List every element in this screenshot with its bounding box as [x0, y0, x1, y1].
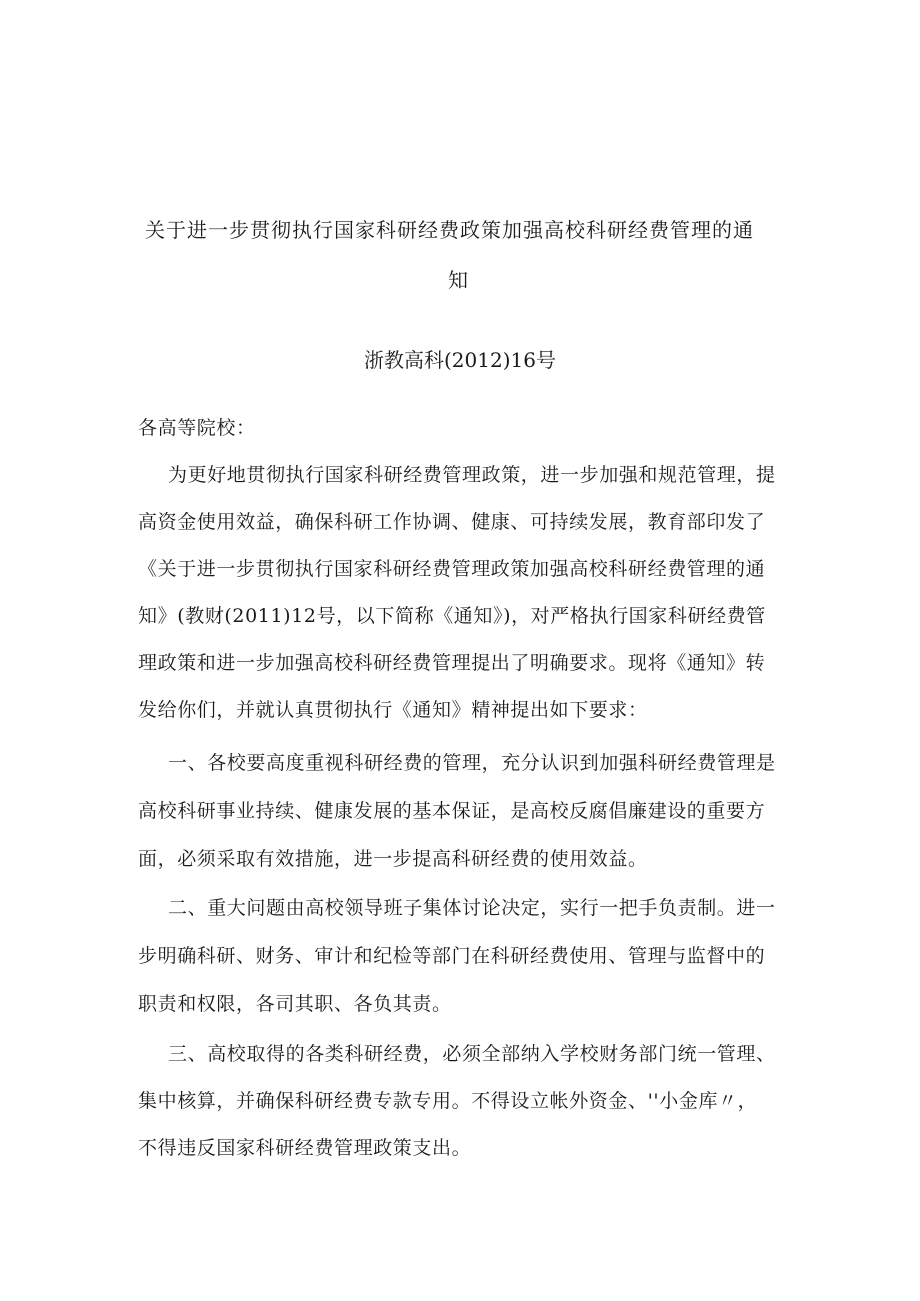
item2-line: 职责和权限，各司其职、各负其责。: [138, 993, 452, 1015]
document-number: 浙教高科(2012)16号: [364, 348, 556, 372]
intro-line: 高资金使用效益，确保科研工作协调、健康、可持续发展，教育部印发了: [138, 511, 766, 533]
intro-line: 理政策和进一步加强高校科研经费管理提出了明确要求。现将《通知》转: [138, 652, 766, 674]
intro-line: 发给你们，并就认真贯彻执行《通知》精神提出如下要求：: [138, 699, 648, 721]
intro-line: 《关于进一步贯彻执行国家科研经费管理政策加强高校科研经费管理的通: [138, 558, 766, 580]
intro-line: 知》(教财(2011)12号，以下简称《通知》)，对严格执行国家科研经费管: [138, 605, 766, 627]
item1-line: 面，必须采取有效措施，进一步提高科研经费的使用效益。: [138, 848, 648, 870]
title-line-2: 知: [448, 268, 469, 292]
intro-line: 为更好地贯彻执行国家科研经费管理政策，进一步加强和规范管理，提: [168, 464, 776, 486]
item2-line: 步明确科研、财务、审计和纪检等部门在科研经费使用、管理与监督中的: [138, 945, 766, 967]
item3-line: 不得违反国家科研经费管理政策支出。: [138, 1137, 472, 1159]
item1-line: 一、各校要高度重视科研经费的管理，充分认识到加强科研经费管理是: [168, 752, 776, 774]
title-line-1: 关于进一步贯彻执行国家科研经费政策加强高校科研经费管理的通: [145, 218, 754, 242]
item2-line: 二、重大问题由高校领导班子集体讨论决定，实行一把手负责制。进一: [168, 897, 776, 919]
salutation: 各高等院校：: [138, 417, 256, 439]
item1-line: 高校科研事业持续、健康发展的基本保证，是高校反腐倡廉建设的重要方: [138, 800, 766, 822]
item3-line: 三、高校取得的各类科研经费，必须全部纳入学校财务部门统一管理、: [168, 1043, 776, 1065]
item3-line: 集中核算，并确保科研经费专款专用。不得设立帐外资金、''小金库〃，: [138, 1090, 758, 1112]
